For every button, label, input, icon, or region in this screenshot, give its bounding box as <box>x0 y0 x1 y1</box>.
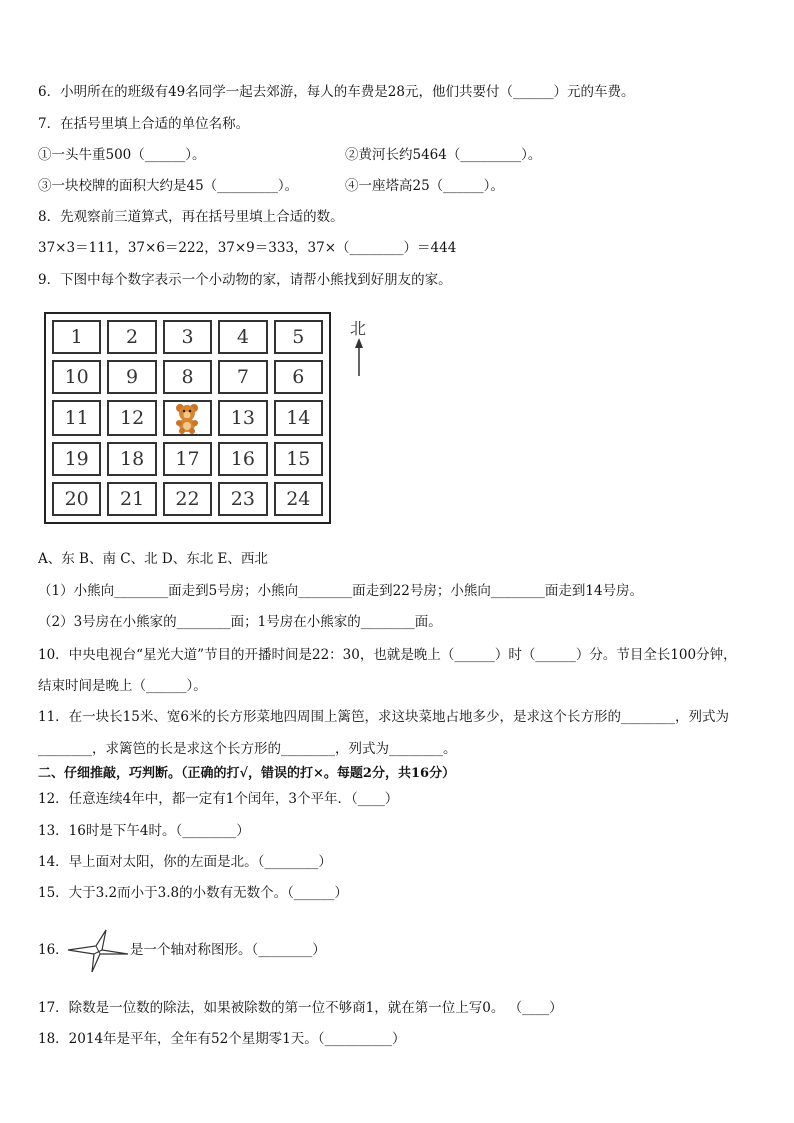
bear-icon <box>172 402 202 434</box>
grid-cell: 10 <box>52 360 101 394</box>
question-17: 17．除数是一位数的除法，如果被除数的第一位不够商1，就在第一位上写0。 （____） <box>38 1000 563 1016</box>
pinwheel-star-icon <box>66 928 130 974</box>
grid-cell: 23 <box>218 482 267 516</box>
bear-cell <box>163 400 212 436</box>
grid-cell: 5 <box>274 320 323 354</box>
question-18: 18．2014年是平年，全年有52个星期零1天。（__________） <box>38 1031 406 1047</box>
question-10-line-1: 10．中央电视台“星光大道”节目的开播时间是22：30，也就是晚上（______）时（______）分。节目全长100分钟， <box>38 647 737 663</box>
question-11-line-1: 11．在一块长15米、宽6米的长方形菜地四周围上篱笆，求这块菜地占地多少，是求这个长方形的________，列式为 <box>38 709 729 725</box>
grid-cell: 16 <box>218 442 267 476</box>
question-7-item-1: ①一头牛重500（______）。 <box>38 147 206 163</box>
question-13: 13．16时是下午4时。（________） <box>38 823 250 839</box>
grid-cell: 24 <box>274 482 323 516</box>
question-8-equation: 37×3＝111，37×6＝222，37×9＝333，37×（________）＝444 <box>38 240 457 256</box>
north-arrow-icon <box>352 338 366 378</box>
question-10-line-2: 结束时间是晚上（______）。 <box>38 678 207 694</box>
grid-cell: 9 <box>107 360 156 394</box>
grid-cell: 2 <box>107 320 156 354</box>
question-12: 12．任意连续4年中，都一定有1个闰年，3个平年．（____） <box>38 791 399 807</box>
animal-house-grid <box>44 312 331 524</box>
question-9-part-2: （2）3号房在小熊家的________面；1号房在小熊家的________面。 <box>38 614 442 630</box>
question-7-item-2: ②黄河长约5464（_________）。 <box>345 147 542 163</box>
question-16-text: 是一个轴对称图形。（________） <box>130 942 326 958</box>
question-11-line-2: ________，求篱笆的长是求这个长方形的________，列式为________。 <box>38 741 457 757</box>
grid-cell: 19 <box>52 442 101 476</box>
grid-cell: 20 <box>52 482 101 516</box>
grid-cell: 22 <box>163 482 212 516</box>
question-7: 7．在括号里填上合适的单位名称。 <box>38 116 250 132</box>
question-15: 15．大于3.2而小于3.8的小数有无数个。（______） <box>38 885 348 901</box>
grid-cell: 8 <box>163 360 212 394</box>
question-6: 6．小明所在的班级有49名同学一起去郊游，每人的车费是28元，他们共要付（______）元的车费。 <box>38 84 635 100</box>
grid-cell: 6 <box>274 360 323 394</box>
grid-cell: 14 <box>274 400 323 436</box>
question-8: 8．先观察前三道算式，再在括号里填上合适的数。 <box>38 209 344 225</box>
question-9-options: A、东 B、南 C、北 D、东北 E、西北 <box>38 551 268 567</box>
grid-cell: 3 <box>163 320 212 354</box>
question-16-number: 16． <box>38 942 69 958</box>
question-7-item-4: ④一座塔高25（______）。 <box>345 178 504 194</box>
section-2-heading: 二、仔细推敲，巧判断。（正确的打√，错误的打×。每题2分，共16分） <box>38 766 456 781</box>
question-14: 14．早上面对太阳，你的左面是北。（________） <box>38 854 332 870</box>
grid-cell: 17 <box>163 442 212 476</box>
grid-cell: 4 <box>218 320 267 354</box>
grid-cell: 18 <box>107 442 156 476</box>
question-9: 9．下图中每个数字表示一个小动物的家，请帮小熊找到好朋友的家。 <box>38 272 452 288</box>
question-9-part-1: （1）小熊向________面走到5号房；小熊向________面走到22号房；小熊向________面走到14号房。 <box>38 583 644 599</box>
grid-cell: 21 <box>107 482 156 516</box>
grid-cell: 11 <box>52 400 101 436</box>
north-label: 北 <box>350 319 367 338</box>
grid-cell: 13 <box>218 400 267 436</box>
grid-cell: 1 <box>52 320 101 354</box>
grid-cell: 15 <box>274 442 323 476</box>
grid-cell: 7 <box>218 360 267 394</box>
grid-cell: 12 <box>107 400 156 436</box>
question-7-item-3: ③一块校牌的面积大约是45（_________）。 <box>38 178 299 194</box>
